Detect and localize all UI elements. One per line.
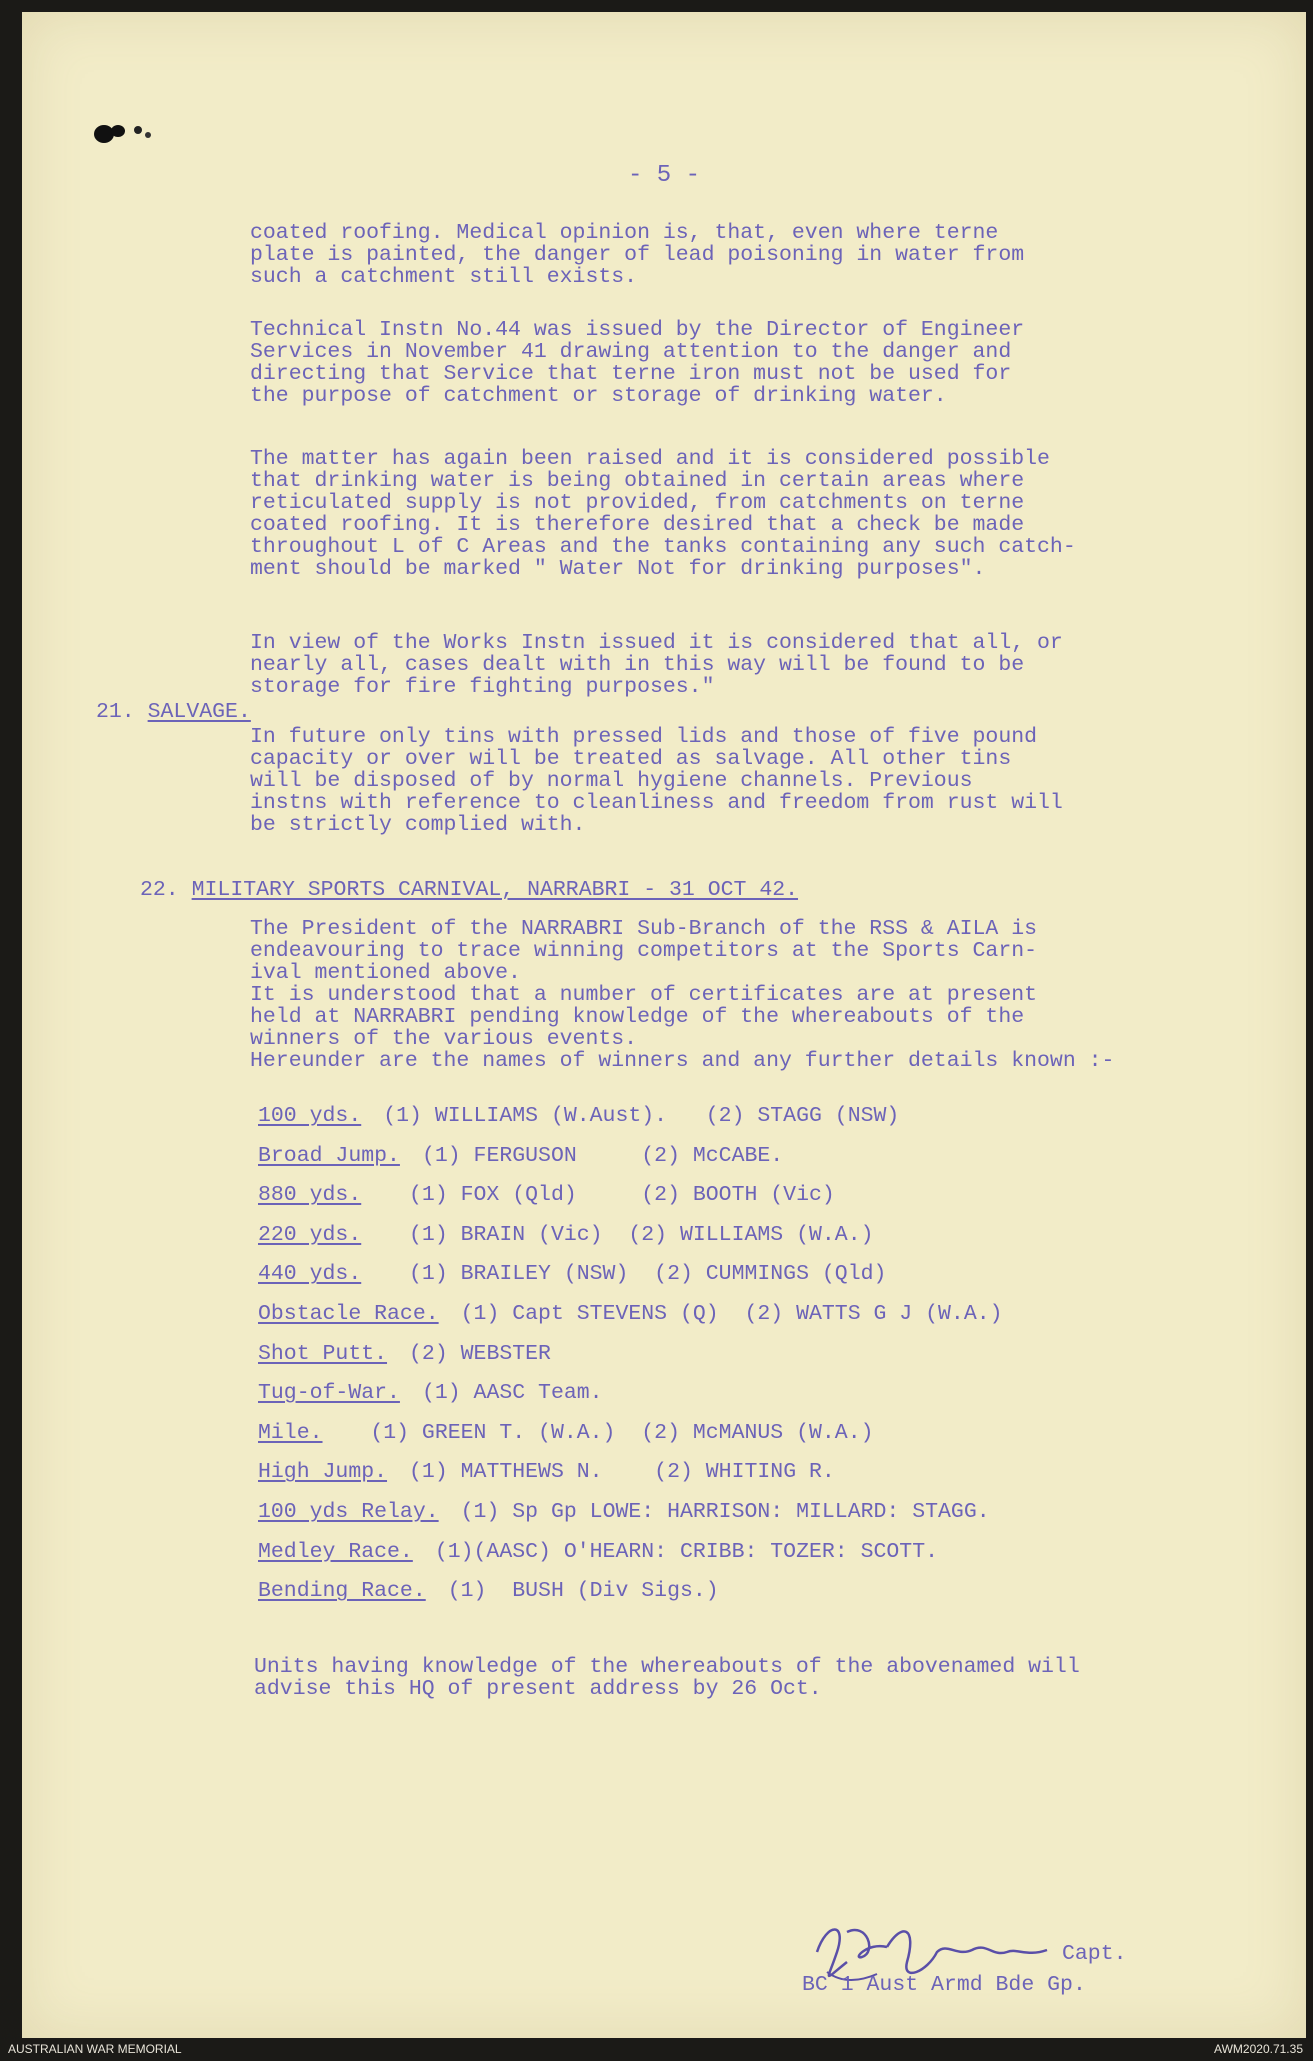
event-results: (1) BRAILEY (NSW) (2) CUMMINGS (Qld) [383, 1262, 887, 1287]
paragraph-matter-raised: The matter has again been raised and it is considered possible that drinking water is being obtained in certain areas where reticulated supply is not provided, from catchments on terne coated roofing. It is therefore desired that a check be made throughout L of C Areas and the tanks containing any such catch- ment should be marked " Water Not for drinking purposes". [250, 447, 1076, 581]
event-row [258, 1223, 874, 1247]
section-22-number: 22. [140, 878, 179, 902]
event-name: 100 yds. [258, 1104, 362, 1128]
signature-unit: BC 1 Aust Armd Bde Gp. [802, 1973, 1086, 1997]
event-row [258, 1262, 886, 1286]
document-page [22, 12, 1306, 2038]
event-name: 440 yds. [258, 1262, 362, 1287]
event-row [258, 1460, 835, 1484]
event-results: (1) FOX (Qld) (2) BOOTH (Vic) [383, 1183, 835, 1208]
event-results: (1) BRAIN (Vic) (2) WILLIAMS (W.A.) [383, 1222, 874, 1247]
event-name: 880 yds. [258, 1183, 362, 1208]
event-name: 100 yds Relay. [258, 1500, 439, 1524]
event-results: (1)(AASC) O'HEARN: CRIBB: TOZER: SCOTT. [434, 1539, 939, 1564]
paragraph-salvage: In future only tins with pressed lids and those of five pound capacity or over will be treated as salvage. All other tins will be disposed of by normal hygiene channels. Previous instns with reference to cleanliness and freedom from rust will be strictly complied with. [250, 725, 1063, 837]
event-results: (2) WEBSTER [409, 1341, 551, 1366]
section-22-title: MILITARY SPORTS CARNIVAL, NARRABRI - 31 OCT 42. [191, 878, 799, 902]
footer-accession-number: AWM2020.71.35 [1214, 2042, 1303, 2056]
event-name: Broad Jump. [258, 1143, 400, 1168]
event-name: High Jump. [258, 1460, 388, 1485]
event-row [258, 1500, 990, 1524]
section-21-number: 21. [96, 700, 135, 724]
section-21-heading [96, 700, 251, 724]
event-row [258, 1302, 1003, 1326]
paragraph-works-instn: In view of the Works Instn issued it is considered that all, or nearly all, cases dealt with in this way will be found to be storage for fire fighting purposes." [250, 631, 1063, 699]
section-21-title: SALVAGE. [147, 700, 251, 724]
event-results: (1) WILLIAMS (W.Aust). (2) STAGG (NSW) [383, 1104, 900, 1128]
event-name: Mile. [258, 1420, 323, 1445]
event-results: (1) GREEN T. (W.A.) (2) McMANUS (W.A.) [344, 1420, 874, 1445]
event-name: Tug-of-War. [258, 1381, 400, 1406]
event-name: 220 yds. [258, 1222, 362, 1247]
event-row [258, 1104, 899, 1128]
event-row [258, 1381, 603, 1405]
event-row [258, 1144, 783, 1168]
event-row [258, 1421, 874, 1445]
event-results: (1) Sp Gp LOWE: HARRISON: MILLARD: STAGG. [460, 1500, 990, 1524]
event-results: (1) FERGUSON (2) McCABE. [421, 1143, 784, 1168]
event-name: Medley Race. [258, 1539, 413, 1564]
event-results: (1) MATTHEWS N. (2) WHITING R. [409, 1460, 835, 1485]
paragraph-carnival: The President of the NARRABRI Sub-Branch of the RSS & AILA is endeavouring to trace winning competitors at the Sports Carn- ival mentioned above. It is understood that a number of certificates are at present held at NARRABRI pending knowledge of the whereabouts of the winners of the various events. Hereunder are the names of winners and any further details known :- [250, 917, 1115, 1073]
ink-blot-icon [86, 112, 166, 152]
event-results: (1) BUSH (Div Sigs.) [447, 1579, 719, 1604]
event-row [258, 1342, 551, 1366]
signature-rank: Capt. [1062, 1942, 1127, 1966]
event-row [258, 1540, 938, 1564]
event-name: Shot Putt. [258, 1341, 388, 1366]
footer-institution: AUSTRALIAN WAR MEMORIAL [8, 2042, 182, 2056]
page-number: - 5 - [627, 162, 700, 189]
event-results: (1) Capt STEVENS (Q) (2) WATTS G J (W.A.) [460, 1302, 1003, 1326]
event-results: (1) AASC Team. [421, 1381, 603, 1406]
event-row [258, 1579, 719, 1603]
section-22-heading [140, 878, 798, 902]
paragraph-technical-instn: Technical Instn No.44 was issued by the Director of Engineer Services in November 41 drawing attention to the danger and directing that Service that terne iron must not be used for the purpose of catchment or storage of drinking water. [250, 318, 1025, 408]
event-name: Obstacle Race. [258, 1302, 439, 1326]
paragraph-terne-roofing: coated roofing. Medical opinion is, that, even where terne plate is painted, the danger of lead poisoning in water from such a catchment still exists. [250, 221, 1025, 289]
event-row [258, 1183, 835, 1207]
paragraph-closing: Units having knowledge of the whereabouts of the abovenamed will advise this HQ of present address by 26 Oct. [254, 1655, 1080, 1701]
event-name: Bending Race. [258, 1579, 426, 1604]
